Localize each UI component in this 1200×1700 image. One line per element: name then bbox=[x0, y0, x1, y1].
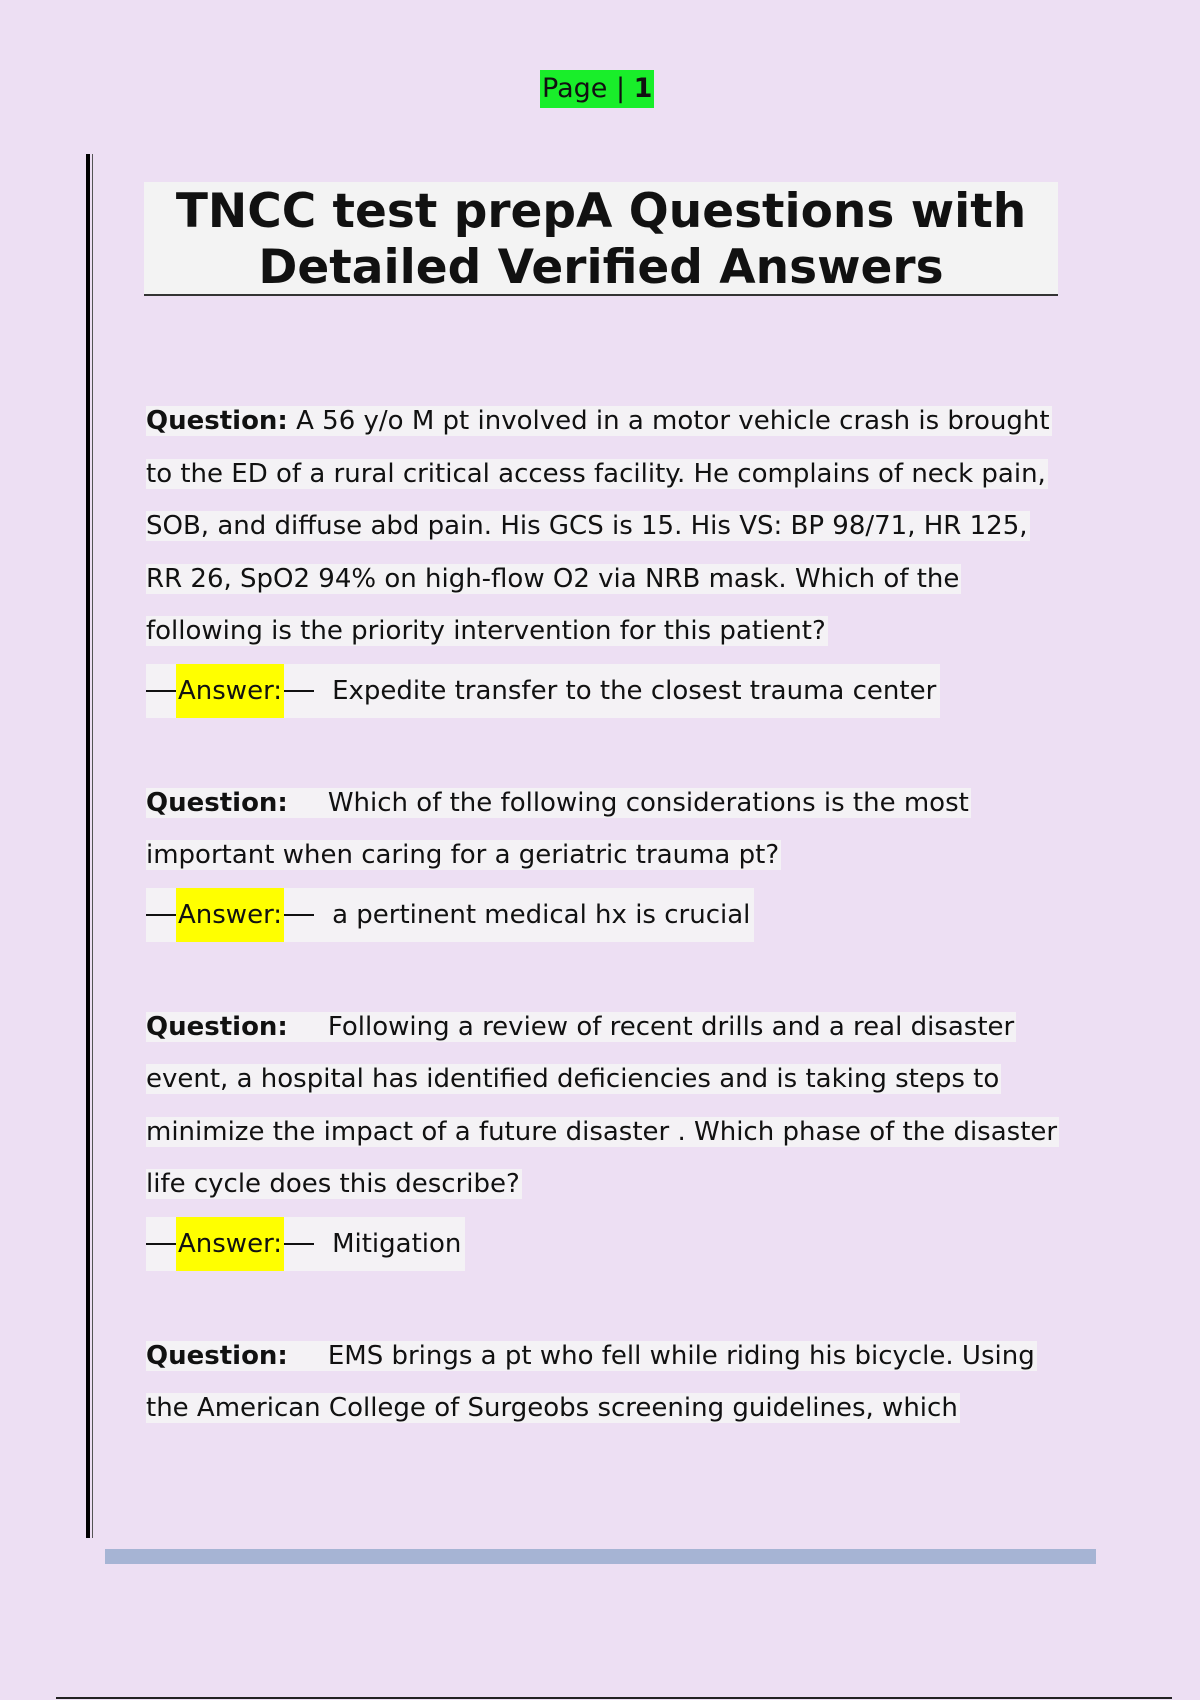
dash-decoration bbox=[146, 914, 176, 916]
qa-item-1 bbox=[146, 395, 1066, 718]
question-text: important when caring for a geriatric trauma pt? bbox=[146, 840, 780, 870]
answer-line bbox=[146, 888, 754, 942]
question-text: Which of the following considerations is the most bbox=[327, 787, 969, 818]
question-text: to the ED of a rural critical access facility. He complains of neck pain, bbox=[146, 458, 1046, 489]
question-label: Question: bbox=[146, 1011, 288, 1042]
answer-label: Answer: bbox=[176, 888, 284, 942]
question-line bbox=[146, 1001, 1066, 1054]
dash-decoration bbox=[146, 1243, 176, 1245]
dash-decoration bbox=[284, 1243, 314, 1245]
answer-line bbox=[146, 664, 940, 718]
qa-item-4 bbox=[146, 1330, 1066, 1435]
document-title bbox=[144, 182, 1058, 296]
page-number bbox=[540, 70, 654, 108]
question-line bbox=[146, 553, 1066, 606]
question-line bbox=[146, 605, 1066, 658]
question-text: EMS brings a pt who fell while riding his bicycle. Using bbox=[327, 1340, 1035, 1371]
page-number-label: Page | bbox=[542, 73, 634, 104]
question-text: the American College of Surgeobs screening guidelines, which bbox=[146, 1393, 958, 1423]
question-line bbox=[146, 1330, 1066, 1383]
qa-content bbox=[146, 395, 1066, 1435]
question-line bbox=[146, 448, 1066, 501]
answer-line bbox=[146, 1217, 465, 1271]
question-line bbox=[146, 777, 1066, 830]
title-line-1: TNCC test prepA Questions with bbox=[175, 184, 1027, 239]
question-label: Question: bbox=[146, 787, 288, 818]
dash-decoration bbox=[146, 690, 176, 692]
dash-decoration bbox=[284, 914, 314, 916]
question-text: minimize the impact of a future disaster . Which phase of the disaster bbox=[146, 1116, 1058, 1147]
page-number-value: 1 bbox=[633, 73, 653, 104]
question-text: SOB, and diffuse abd pain. His GCS is 15. His VS: BP 98/71, HR 125, bbox=[146, 511, 1028, 541]
question-text: event, a hospital has identified deficiencies and is taking steps to bbox=[146, 1064, 1000, 1094]
bottom-divider-bar bbox=[105, 1549, 1096, 1564]
question-label: Question: bbox=[146, 406, 288, 436]
question-line bbox=[146, 829, 1066, 882]
question-text: life cycle does this describe? bbox=[146, 1169, 520, 1199]
question-text: RR 26, SpO2 94% on high-flow O2 via NRB mask. Which of the bbox=[146, 563, 960, 594]
answer-text: a pertinent medical hx is crucial bbox=[332, 899, 751, 930]
answer-label: Answer: bbox=[176, 1217, 284, 1271]
qa-item-3 bbox=[146, 1001, 1066, 1271]
question-line bbox=[146, 1053, 1066, 1106]
question-line bbox=[146, 1382, 1066, 1435]
question-label: Question: bbox=[146, 1340, 288, 1371]
answer-text: Expedite transfer to the closest trauma center bbox=[332, 675, 937, 706]
qa-item-2 bbox=[146, 777, 1066, 942]
title-line-2: Detailed Verified Answers bbox=[258, 240, 944, 295]
question-line bbox=[146, 1158, 1066, 1211]
answer-text: Mitigation bbox=[332, 1228, 462, 1259]
question-line bbox=[146, 1106, 1066, 1159]
question-line bbox=[146, 395, 1066, 448]
question-text: A 56 y/o M pt involved in a motor vehicle crash is brought bbox=[287, 406, 1050, 436]
answer-label: Answer: bbox=[176, 664, 284, 718]
left-border-rule bbox=[86, 154, 90, 1538]
dash-decoration bbox=[284, 690, 314, 692]
question-text: following is the priority intervention for this patient? bbox=[146, 616, 826, 646]
question-line bbox=[146, 500, 1066, 553]
footer-rule bbox=[56, 1697, 1172, 1699]
question-text: Following a review of recent drills and a real disaster bbox=[327, 1011, 1015, 1042]
